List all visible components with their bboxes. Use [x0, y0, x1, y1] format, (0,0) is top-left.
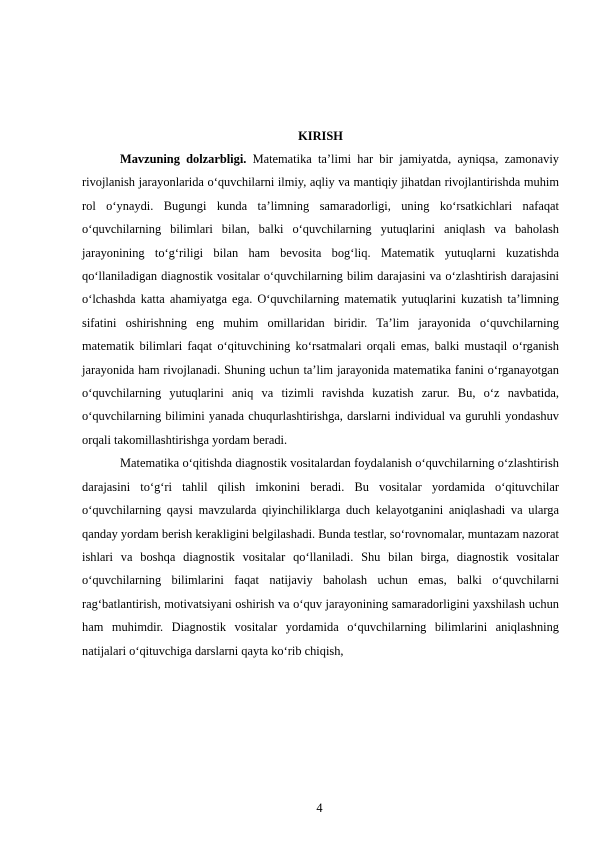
page-number: 4 [316, 801, 323, 815]
paragraph-lead: Mavzuning dolzarbligi. [120, 152, 247, 166]
paragraph-text: Matematika ta’limi har bir jamiyatda, ayniqsa, zamonaviy rivojlanish jarayonlarida o‘quvchilarni ilmiy, aqliy va mantiqiy jihatdan rivojlantirishda muhim rol o‘ynaydi. Bugungi kunda ta’limning samaradorligi, uning ko‘rsatkichlari nafaqat o‘quvchilarning bilimlari bilan, balki o‘quvchilarning yutuqlarini aniqlash va baholash jarayonining to‘g‘riligi bilan ham bevosita bog‘liq. Matematik yutuqlarni kuzatishda qo‘llaniladigan diagnostik vositalar o‘quvchilarning bilim darajasini va o‘zlashtirish darajasini o‘lchashda katta ahamiyatga ega. O‘quvchilarning matematik yutuqlarini kuzatish ta’limning sifatini oshirishning eng muhim omillaridan biridir. Ta’lim jarayonida o‘quvchilarning matematik bilimlari faqat o‘qituvchining ko‘rsatmalari orqali emas, balki mustaqil o‘rganish jarayonida ham rivojlanadi. Shuning uchun ta’lim jarayonida matematika fanini o‘rganayotgan o‘quvchilarning yutuqlarini aniq va tizimli ravishda kuzatish zarur. Bu, o‘z navbatida, o‘quvchilarning bilimini yanada chuqurlashtirishga, darslarni individual va guruhli yondashuv orqali takomillashtirishga yordam beradi. [82, 152, 559, 447]
paragraph-relevance [82, 148, 559, 452]
paragraph-diagnostics [82, 452, 559, 663]
paragraph-text: Matematika o‘qitishda diagnostik vositalardan foydalanish o‘quvchilarning o‘zlashtirish darajasini to‘g‘ri tahlil qilish imkonini beradi. Bu vositalar yordamida o‘qituvchilar o‘quvchilarning qaysi mavzularda qiyinchiliklarga duch kelayotganini aniqlashadi va ularga qanday yordam berish kerakligini belgilashadi. Bunda testlar, so‘rovnomalar, muntazam nazorat ishlari va boshqa diagnostik vositalar qo‘llaniladi. Shu bilan birga, diagnostik vositalar o‘quvchilarning bilimlarini faqat natijaviy baholash uchun emas, balki o‘quvchilarni rag‘batlantirish, motivatsiyani oshirish va o‘quv jarayonining samaradorligini yaxshilash uchun ham muhimdir. Diagnostik vositalar yordamida o‘quvchilarning bilimlarini aniqlashning natijalari o‘qituvchiga darslarni qayta ko‘rib chiqish, [82, 456, 559, 658]
section-heading: KIRISH [298, 129, 343, 143]
body-text [82, 148, 559, 663]
